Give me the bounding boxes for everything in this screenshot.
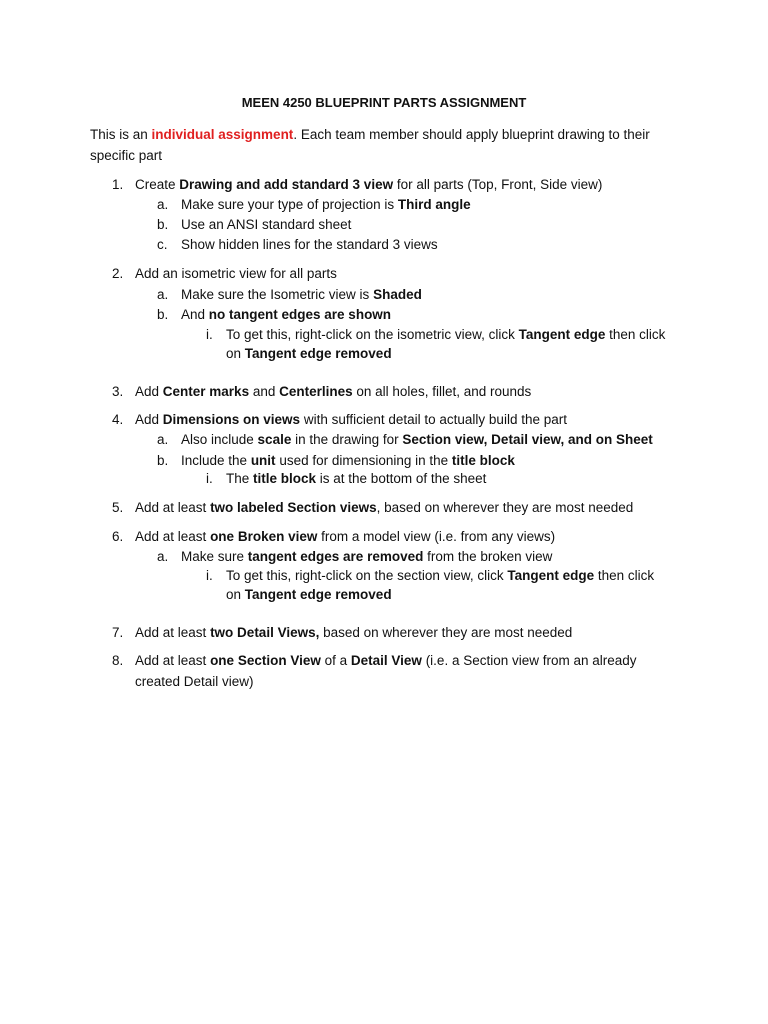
sub-bold: Shaded — [373, 287, 422, 302]
item-number: 1. — [112, 177, 124, 192]
item-bold: one Section View — [210, 653, 321, 668]
item-number: 6. — [112, 529, 124, 544]
item-text: Create — [135, 177, 180, 192]
sub-text: in the drawing for — [291, 432, 403, 447]
item-bold: Centerlines — [279, 384, 353, 399]
item-bold: Center marks — [162, 384, 250, 399]
sub-letter: c. — [157, 237, 168, 252]
roman-text: on — [226, 587, 245, 602]
item-number: 7. — [112, 625, 124, 640]
sub-bold: title block — [451, 453, 515, 468]
roman-text: To get this, right-click on the isometric view, click — [226, 327, 519, 342]
item-text: Add an isometric view for all parts — [135, 266, 337, 281]
item-text: for all parts (Top, Front, Side view) — [393, 177, 603, 192]
sub-text: from the broken view — [423, 549, 553, 564]
sub-letter: a. — [157, 287, 169, 302]
roman-bold: Tangent edge removed — [244, 346, 392, 361]
sub-bold: Third angle — [397, 197, 471, 212]
item-number: 4. — [112, 412, 124, 427]
roman-bold: Tangent edge removed — [244, 587, 392, 602]
sub-text: Make sure the Isometric view is — [181, 287, 374, 302]
item-bold: Drawing and add standard 3 view — [179, 177, 394, 192]
roman-bold: title block — [253, 471, 317, 486]
item-text: with sufficient detail to actually build the part — [300, 412, 567, 427]
sub-text: Include the — [181, 453, 251, 468]
sub-bold: tangent edges are removed — [247, 549, 424, 564]
item-number: 2. — [112, 266, 124, 281]
sub-letter: b. — [157, 453, 169, 468]
roman-number: i. — [206, 471, 213, 486]
item-text: Add at least — [135, 529, 211, 544]
roman-text: then click — [605, 327, 666, 342]
roman-text: then click — [594, 568, 655, 583]
sub-bold: Section view, Detail view, and on Sheet — [402, 432, 653, 447]
item-text: Add at least — [135, 625, 211, 640]
roman-bold: Tangent edge — [518, 327, 606, 342]
sub-letter: a. — [157, 549, 169, 564]
sub-text: Also include — [181, 432, 258, 447]
item-text: (i.e. a Section view from an already — [421, 653, 637, 668]
item-text: based on wherever they are most needed — [319, 625, 573, 640]
sub-text: Make sure — [181, 549, 248, 564]
item-text: Add — [135, 412, 163, 427]
intro-highlight: individual assignment — [151, 127, 294, 142]
sub-letter: a. — [157, 197, 169, 212]
item-number: 3. — [112, 384, 124, 399]
item-text: Add at least — [135, 500, 211, 515]
sub-bold: scale — [257, 432, 292, 447]
intro-text: This is an — [90, 127, 152, 142]
item-bold: Dimensions on views — [162, 412, 301, 427]
sub-text: Make sure your type of projection is — [181, 197, 398, 212]
item-number: 5. — [112, 500, 124, 515]
item-bold: one Broken view — [210, 529, 318, 544]
item-text: of a — [320, 653, 351, 668]
item-text: on all holes, fillet, and rounds — [352, 384, 532, 399]
item-bold: two Detail Views, — [210, 625, 320, 640]
item-number: 8. — [112, 653, 124, 668]
item-text: from a model view (i.e. from any views) — [317, 529, 556, 544]
roman-text: The — [226, 471, 254, 486]
sub-letter: a. — [157, 432, 169, 447]
sub-text: Use an ANSI standard sheet — [181, 217, 352, 232]
sub-bold: no tangent edges are shown — [208, 307, 392, 322]
sub-letter: b. — [157, 217, 169, 232]
roman-text: is at the bottom of the sheet — [316, 471, 487, 486]
roman-bold: Tangent edge — [507, 568, 595, 583]
item-text: Add at least — [135, 653, 211, 668]
sub-bold: unit — [250, 453, 276, 468]
intro-paragraph — [90, 124, 690, 166]
item-text: , based on wherever they are most needed — [376, 500, 634, 515]
item-bold: Detail View — [350, 653, 422, 668]
sub-text: used for dimensioning in the — [275, 453, 452, 468]
roman-number: i. — [206, 568, 213, 583]
roman-number: i. — [206, 327, 213, 342]
document-title: MEEN 4250 BLUEPRINT PARTS ASSIGNMENT — [241, 95, 527, 110]
sub-text: Show hidden lines for the standard 3 views — [181, 237, 438, 252]
roman-text: To get this, right-click on the section view, click — [226, 568, 508, 583]
item-bold: two labeled Section views — [210, 500, 377, 515]
intro-text-rest: . Each team member should apply blueprint drawing to their specific part — [90, 127, 650, 163]
sub-text: And — [181, 307, 209, 322]
item-text: and — [249, 384, 280, 399]
sub-letter: b. — [157, 307, 169, 322]
item-text: Add — [135, 384, 163, 399]
roman-text: on — [226, 346, 245, 361]
item-text: created Detail view) — [135, 674, 254, 689]
